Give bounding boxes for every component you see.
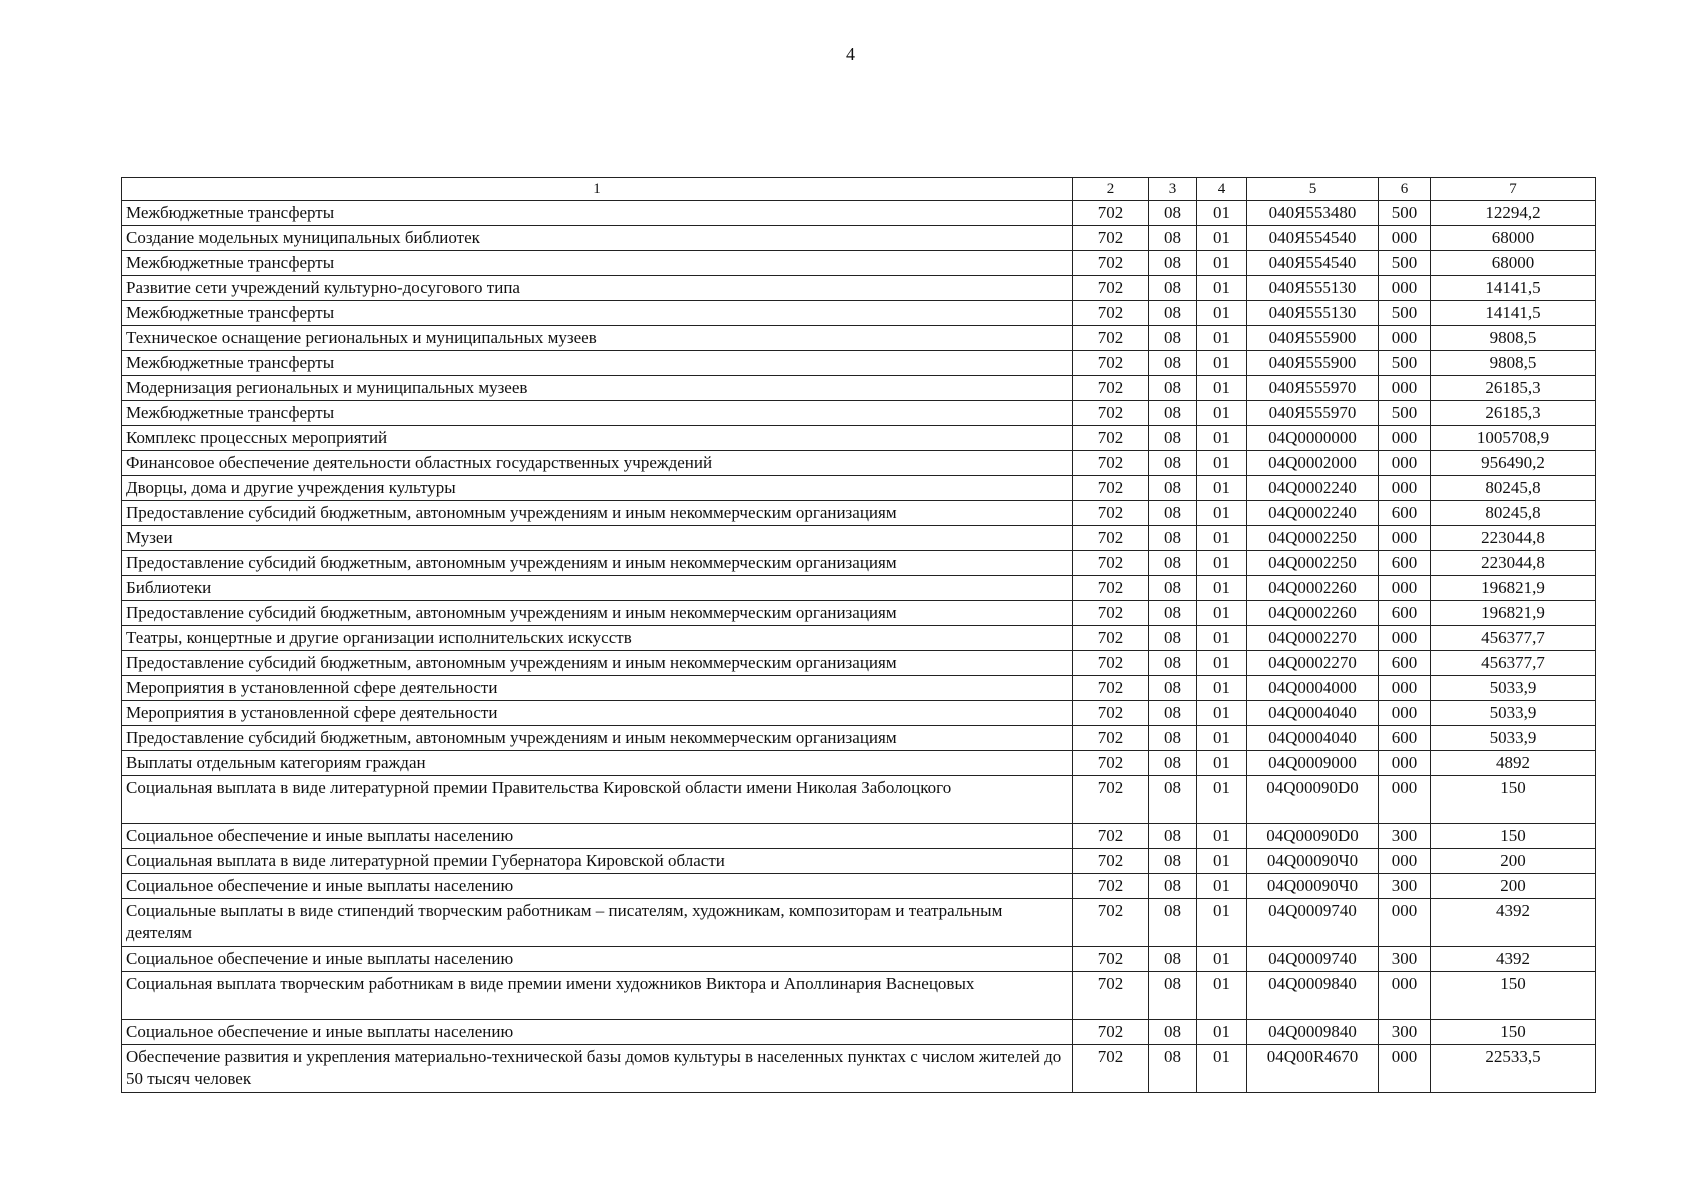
- table-row: [122, 849, 1596, 874]
- row-amount-cell: 456377,7: [1431, 626, 1596, 651]
- row-name-cell: Техническое оснащение региональных и муниципальных музеев: [122, 326, 1073, 351]
- row-name-cell: Социальная выплата в виде литературной премии Правительства Кировской области имени Николая Заболоцкого: [122, 776, 1073, 824]
- row-target-article-cell: 040Я555970: [1247, 376, 1379, 401]
- row-name-cell: Музеи: [122, 526, 1073, 551]
- table-row: [122, 501, 1596, 526]
- row-target-article-cell: 04Q0002240: [1247, 476, 1379, 501]
- row-code-cell: 702: [1073, 226, 1149, 251]
- table-row: [122, 751, 1596, 776]
- row-code-cell: 702: [1073, 1020, 1149, 1045]
- row-expense-type-cell: 000: [1379, 276, 1431, 301]
- row-target-article-cell: 04Q0009840: [1247, 972, 1379, 1020]
- row-expense-type-cell: 000: [1379, 701, 1431, 726]
- table-row: [122, 701, 1596, 726]
- row-subsection-cell: 01: [1197, 626, 1247, 651]
- row-code-cell: 702: [1073, 301, 1149, 326]
- row-target-article-cell: 04Q0002000: [1247, 451, 1379, 476]
- row-subsection-cell: 01: [1197, 451, 1247, 476]
- row-subsection-cell: 01: [1197, 526, 1247, 551]
- table-row: [122, 326, 1596, 351]
- row-subsection-cell: 01: [1197, 651, 1247, 676]
- row-amount-cell: 223044,8: [1431, 551, 1596, 576]
- row-section-cell: 08: [1149, 972, 1197, 1020]
- row-code-cell: 702: [1073, 849, 1149, 874]
- row-expense-type-cell: 500: [1379, 301, 1431, 326]
- row-amount-cell: 26185,3: [1431, 376, 1596, 401]
- row-code-cell: 702: [1073, 701, 1149, 726]
- row-name-cell: Театры, концертные и другие организации исполнительских искусств: [122, 626, 1073, 651]
- row-subsection-cell: 01: [1197, 824, 1247, 849]
- row-expense-type-cell: 600: [1379, 726, 1431, 751]
- row-target-article-cell: 040Я555130: [1247, 301, 1379, 326]
- row-target-article-cell: 040Я555900: [1247, 351, 1379, 376]
- row-code-cell: 702: [1073, 401, 1149, 426]
- row-subsection-cell: 01: [1197, 351, 1247, 376]
- row-amount-cell: 4392: [1431, 899, 1596, 947]
- row-subsection-cell: 01: [1197, 226, 1247, 251]
- row-code-cell: 702: [1073, 351, 1149, 376]
- row-amount-cell: 14141,5: [1431, 276, 1596, 301]
- row-section-cell: 08: [1149, 251, 1197, 276]
- row-code-cell: 702: [1073, 551, 1149, 576]
- row-section-cell: 08: [1149, 874, 1197, 899]
- row-name-cell: Обеспечение развития и укрепления материально-технической базы домов культуры в населенных пунктах с числом жителей до 50 тысяч человек: [122, 1045, 1073, 1093]
- row-section-cell: 08: [1149, 301, 1197, 326]
- table-row: [122, 626, 1596, 651]
- table-row: [122, 276, 1596, 301]
- row-section-cell: 08: [1149, 476, 1197, 501]
- row-section-cell: 08: [1149, 201, 1197, 226]
- row-expense-type-cell: 000: [1379, 326, 1431, 351]
- row-name-cell: Социальное обеспечение и иные выплаты населению: [122, 874, 1073, 899]
- table-row: [122, 1045, 1596, 1093]
- row-subsection-cell: 01: [1197, 947, 1247, 972]
- row-name-cell: Мероприятия в установленной сфере деятельности: [122, 701, 1073, 726]
- row-subsection-cell: 01: [1197, 726, 1247, 751]
- row-name-cell: Комплекс процессных мероприятий: [122, 426, 1073, 451]
- row-section-cell: 08: [1149, 1020, 1197, 1045]
- row-expense-type-cell: 300: [1379, 824, 1431, 849]
- row-amount-cell: 14141,5: [1431, 301, 1596, 326]
- row-subsection-cell: 01: [1197, 201, 1247, 226]
- row-expense-type-cell: 000: [1379, 451, 1431, 476]
- row-expense-type-cell: 000: [1379, 226, 1431, 251]
- row-section-cell: 08: [1149, 351, 1197, 376]
- row-name-cell: Межбюджетные трансферты: [122, 201, 1073, 226]
- row-code-cell: 702: [1073, 824, 1149, 849]
- row-target-article-cell: 04Q0004000: [1247, 676, 1379, 701]
- row-name-cell: Выплаты отдельным категориям граждан: [122, 751, 1073, 776]
- table-row: [122, 526, 1596, 551]
- row-amount-cell: 196821,9: [1431, 576, 1596, 601]
- row-amount-cell: 200: [1431, 849, 1596, 874]
- row-section-cell: 08: [1149, 551, 1197, 576]
- row-code-cell: 702: [1073, 526, 1149, 551]
- row-target-article-cell: 04Q0002250: [1247, 526, 1379, 551]
- column-header: 2: [1073, 178, 1149, 201]
- row-subsection-cell: 01: [1197, 1020, 1247, 1045]
- row-expense-type-cell: 000: [1379, 776, 1431, 824]
- row-name-cell: Модернизация региональных и муниципальных музеев: [122, 376, 1073, 401]
- table-row: [122, 1020, 1596, 1045]
- row-target-article-cell: 04Q0000000: [1247, 426, 1379, 451]
- row-amount-cell: 150: [1431, 776, 1596, 824]
- row-section-cell: 08: [1149, 526, 1197, 551]
- row-code-cell: 702: [1073, 576, 1149, 601]
- row-expense-type-cell: 000: [1379, 972, 1431, 1020]
- row-expense-type-cell: 600: [1379, 501, 1431, 526]
- row-code-cell: 702: [1073, 899, 1149, 947]
- row-name-cell: Социальное обеспечение и иные выплаты населению: [122, 947, 1073, 972]
- table-row: [122, 726, 1596, 751]
- row-name-cell: Предоставление субсидий бюджетным, автономным учреждениям и иным некоммерческим организациям: [122, 726, 1073, 751]
- row-name-cell: Межбюджетные трансферты: [122, 301, 1073, 326]
- row-amount-cell: 80245,8: [1431, 476, 1596, 501]
- row-target-article-cell: 04Q0004040: [1247, 726, 1379, 751]
- row-subsection-cell: 01: [1197, 301, 1247, 326]
- row-section-cell: 08: [1149, 401, 1197, 426]
- row-target-article-cell: 04Q0002240: [1247, 501, 1379, 526]
- row-code-cell: 702: [1073, 726, 1149, 751]
- row-amount-cell: 4392: [1431, 947, 1596, 972]
- row-name-cell: Создание модельных муниципальных библиотек: [122, 226, 1073, 251]
- row-section-cell: 08: [1149, 576, 1197, 601]
- row-code-cell: 702: [1073, 276, 1149, 301]
- row-amount-cell: 200: [1431, 874, 1596, 899]
- row-subsection-cell: 01: [1197, 276, 1247, 301]
- row-name-cell: Библиотеки: [122, 576, 1073, 601]
- row-expense-type-cell: 000: [1379, 1045, 1431, 1093]
- row-section-cell: 08: [1149, 849, 1197, 874]
- row-amount-cell: 68000: [1431, 226, 1596, 251]
- row-section-cell: 08: [1149, 1045, 1197, 1093]
- row-subsection-cell: 01: [1197, 1045, 1247, 1093]
- row-amount-cell: 4892: [1431, 751, 1596, 776]
- row-section-cell: 08: [1149, 226, 1197, 251]
- row-target-article-cell: 04Q0009000: [1247, 751, 1379, 776]
- row-expense-type-cell: 000: [1379, 376, 1431, 401]
- row-expense-type-cell: 000: [1379, 751, 1431, 776]
- row-target-article-cell: 04Q0009740: [1247, 899, 1379, 947]
- row-code-cell: 702: [1073, 476, 1149, 501]
- row-subsection-cell: 01: [1197, 972, 1247, 1020]
- row-section-cell: 08: [1149, 451, 1197, 476]
- row-target-article-cell: 04Q00R4670: [1247, 1045, 1379, 1093]
- row-code-cell: 702: [1073, 776, 1149, 824]
- row-subsection-cell: 01: [1197, 326, 1247, 351]
- column-header: 1: [122, 178, 1073, 201]
- row-amount-cell: 1005708,9: [1431, 426, 1596, 451]
- row-amount-cell: 956490,2: [1431, 451, 1596, 476]
- row-subsection-cell: 01: [1197, 701, 1247, 726]
- row-subsection-cell: 01: [1197, 676, 1247, 701]
- row-name-cell: Предоставление субсидий бюджетным, автономным учреждениям и иным некоммерческим организациям: [122, 501, 1073, 526]
- row-expense-type-cell: 300: [1379, 1020, 1431, 1045]
- budget-table: [121, 177, 1596, 1093]
- page-number: 4: [846, 44, 855, 64]
- row-target-article-cell: 040Я554540: [1247, 251, 1379, 276]
- row-name-cell: Дворцы, дома и другие учреждения культуры: [122, 476, 1073, 501]
- row-expense-type-cell: 000: [1379, 476, 1431, 501]
- row-section-cell: 08: [1149, 726, 1197, 751]
- row-section-cell: 08: [1149, 899, 1197, 947]
- row-section-cell: 08: [1149, 326, 1197, 351]
- row-code-cell: 702: [1073, 751, 1149, 776]
- row-amount-cell: 9808,5: [1431, 326, 1596, 351]
- row-expense-type-cell: 600: [1379, 651, 1431, 676]
- table-row: [122, 376, 1596, 401]
- row-expense-type-cell: 000: [1379, 626, 1431, 651]
- row-target-article-cell: 040Я555130: [1247, 276, 1379, 301]
- row-section-cell: 08: [1149, 776, 1197, 824]
- row-code-cell: 702: [1073, 201, 1149, 226]
- table-header-row: [122, 178, 1596, 201]
- table-row: [122, 301, 1596, 326]
- row-target-article-cell: 040Я553480: [1247, 201, 1379, 226]
- row-expense-type-cell: 000: [1379, 849, 1431, 874]
- row-amount-cell: 150: [1431, 1020, 1596, 1045]
- row-subsection-cell: 01: [1197, 576, 1247, 601]
- row-expense-type-cell: 500: [1379, 351, 1431, 376]
- row-target-article-cell: 04Q0002270: [1247, 626, 1379, 651]
- row-section-cell: 08: [1149, 276, 1197, 301]
- table-row: [122, 401, 1596, 426]
- row-amount-cell: 5033,9: [1431, 676, 1596, 701]
- row-code-cell: 702: [1073, 1045, 1149, 1093]
- row-section-cell: 08: [1149, 376, 1197, 401]
- table-row: [122, 776, 1596, 824]
- row-name-cell: Социальные выплаты в виде стипендий творческим работникам – писателям, художникам, композиторам и театральным деятелям: [122, 899, 1073, 947]
- table-row: [122, 576, 1596, 601]
- row-code-cell: 702: [1073, 601, 1149, 626]
- table-row: [122, 201, 1596, 226]
- row-expense-type-cell: 000: [1379, 676, 1431, 701]
- row-subsection-cell: 01: [1197, 776, 1247, 824]
- table-row: [122, 824, 1596, 849]
- row-expense-type-cell: 000: [1379, 576, 1431, 601]
- row-amount-cell: 150: [1431, 972, 1596, 1020]
- row-expense-type-cell: 600: [1379, 551, 1431, 576]
- row-subsection-cell: 01: [1197, 899, 1247, 947]
- row-subsection-cell: 01: [1197, 601, 1247, 626]
- row-code-cell: 702: [1073, 501, 1149, 526]
- row-section-cell: 08: [1149, 651, 1197, 676]
- table-row: [122, 651, 1596, 676]
- row-subsection-cell: 01: [1197, 251, 1247, 276]
- row-target-article-cell: 04Q0002270: [1247, 651, 1379, 676]
- row-expense-type-cell: 500: [1379, 401, 1431, 426]
- row-subsection-cell: 01: [1197, 874, 1247, 899]
- row-section-cell: 08: [1149, 426, 1197, 451]
- row-subsection-cell: 01: [1197, 401, 1247, 426]
- table-row: [122, 947, 1596, 972]
- row-target-article-cell: 04Q00090Ч0: [1247, 874, 1379, 899]
- row-amount-cell: 5033,9: [1431, 726, 1596, 751]
- row-target-article-cell: 040Я554540: [1247, 226, 1379, 251]
- row-amount-cell: 150: [1431, 824, 1596, 849]
- row-name-cell: Развитие сети учреждений культурно-досугового типа: [122, 276, 1073, 301]
- row-name-cell: Социальное обеспечение и иные выплаты населению: [122, 1020, 1073, 1045]
- row-target-article-cell: 04Q00090D0: [1247, 776, 1379, 824]
- row-expense-type-cell: 000: [1379, 426, 1431, 451]
- table-row: [122, 251, 1596, 276]
- row-name-cell: Финансовое обеспечение деятельности областных государственных учреждений: [122, 451, 1073, 476]
- row-subsection-cell: 01: [1197, 751, 1247, 776]
- row-amount-cell: 26185,3: [1431, 401, 1596, 426]
- row-amount-cell: 456377,7: [1431, 651, 1596, 676]
- table-body: [122, 201, 1596, 1093]
- row-code-cell: 702: [1073, 626, 1149, 651]
- row-code-cell: 702: [1073, 326, 1149, 351]
- row-subsection-cell: 01: [1197, 426, 1247, 451]
- row-subsection-cell: 01: [1197, 849, 1247, 874]
- row-target-article-cell: 04Q0009740: [1247, 947, 1379, 972]
- table-row: [122, 972, 1596, 1020]
- column-header: 7: [1431, 178, 1596, 201]
- row-target-article-cell: 04Q0002260: [1247, 601, 1379, 626]
- row-code-cell: 702: [1073, 972, 1149, 1020]
- table-row: [122, 551, 1596, 576]
- row-amount-cell: 80245,8: [1431, 501, 1596, 526]
- row-code-cell: 702: [1073, 651, 1149, 676]
- row-amount-cell: 9808,5: [1431, 351, 1596, 376]
- row-expense-type-cell: 500: [1379, 251, 1431, 276]
- row-code-cell: 702: [1073, 251, 1149, 276]
- table-row: [122, 899, 1596, 947]
- row-subsection-cell: 01: [1197, 476, 1247, 501]
- row-target-article-cell: 040Я555900: [1247, 326, 1379, 351]
- row-expense-type-cell: 600: [1379, 601, 1431, 626]
- row-section-cell: 08: [1149, 824, 1197, 849]
- row-code-cell: 702: [1073, 947, 1149, 972]
- row-amount-cell: 68000: [1431, 251, 1596, 276]
- row-name-cell: Предоставление субсидий бюджетным, автономным учреждениям и иным некоммерческим организациям: [122, 601, 1073, 626]
- row-code-cell: 702: [1073, 426, 1149, 451]
- row-code-cell: 702: [1073, 676, 1149, 701]
- row-name-cell: Предоставление субсидий бюджетным, автономным учреждениям и иным некоммерческим организациям: [122, 651, 1073, 676]
- row-section-cell: 08: [1149, 947, 1197, 972]
- table-row: [122, 676, 1596, 701]
- table-row: [122, 226, 1596, 251]
- row-amount-cell: 223044,8: [1431, 526, 1596, 551]
- row-code-cell: 702: [1073, 874, 1149, 899]
- column-header: 3: [1149, 178, 1197, 201]
- row-section-cell: 08: [1149, 701, 1197, 726]
- row-code-cell: 702: [1073, 376, 1149, 401]
- table-row: [122, 476, 1596, 501]
- row-amount-cell: 22533,5: [1431, 1045, 1596, 1093]
- row-target-article-cell: 04Q0002250: [1247, 551, 1379, 576]
- row-target-article-cell: 04Q0002260: [1247, 576, 1379, 601]
- row-section-cell: 08: [1149, 501, 1197, 526]
- row-code-cell: 702: [1073, 451, 1149, 476]
- row-expense-type-cell: 500: [1379, 201, 1431, 226]
- table-row: [122, 451, 1596, 476]
- row-name-cell: Мероприятия в установленной сфере деятельности: [122, 676, 1073, 701]
- row-subsection-cell: 01: [1197, 501, 1247, 526]
- row-target-article-cell: 04Q0009840: [1247, 1020, 1379, 1045]
- row-name-cell: Межбюджетные трансферты: [122, 401, 1073, 426]
- row-section-cell: 08: [1149, 601, 1197, 626]
- table-row: [122, 601, 1596, 626]
- row-subsection-cell: 01: [1197, 376, 1247, 401]
- row-section-cell: 08: [1149, 751, 1197, 776]
- row-target-article-cell: 04Q00090D0: [1247, 824, 1379, 849]
- row-target-article-cell: 040Я555970: [1247, 401, 1379, 426]
- row-expense-type-cell: 000: [1379, 899, 1431, 947]
- column-header: 4: [1197, 178, 1247, 201]
- table-row: [122, 874, 1596, 899]
- column-header: 5: [1247, 178, 1379, 201]
- row-name-cell: Социальная выплата в виде литературной премии Губернатора Кировской области: [122, 849, 1073, 874]
- row-expense-type-cell: 000: [1379, 526, 1431, 551]
- row-name-cell: Предоставление субсидий бюджетным, автономным учреждениям и иным некоммерческим организациям: [122, 551, 1073, 576]
- row-section-cell: 08: [1149, 626, 1197, 651]
- row-subsection-cell: 01: [1197, 551, 1247, 576]
- row-amount-cell: 12294,2: [1431, 201, 1596, 226]
- table-row: [122, 426, 1596, 451]
- row-target-article-cell: 04Q00090Ч0: [1247, 849, 1379, 874]
- row-name-cell: Межбюджетные трансферты: [122, 351, 1073, 376]
- row-expense-type-cell: 300: [1379, 874, 1431, 899]
- row-target-article-cell: 04Q0004040: [1247, 701, 1379, 726]
- table-row: [122, 351, 1596, 376]
- row-name-cell: Социальная выплата творческим работникам в виде премии имени художников Виктора и Аполлинария Васнецовых: [122, 972, 1073, 1020]
- row-amount-cell: 5033,9: [1431, 701, 1596, 726]
- row-section-cell: 08: [1149, 676, 1197, 701]
- column-header: 6: [1379, 178, 1431, 201]
- row-amount-cell: 196821,9: [1431, 601, 1596, 626]
- row-name-cell: Социальное обеспечение и иные выплаты населению: [122, 824, 1073, 849]
- row-expense-type-cell: 300: [1379, 947, 1431, 972]
- row-name-cell: Межбюджетные трансферты: [122, 251, 1073, 276]
